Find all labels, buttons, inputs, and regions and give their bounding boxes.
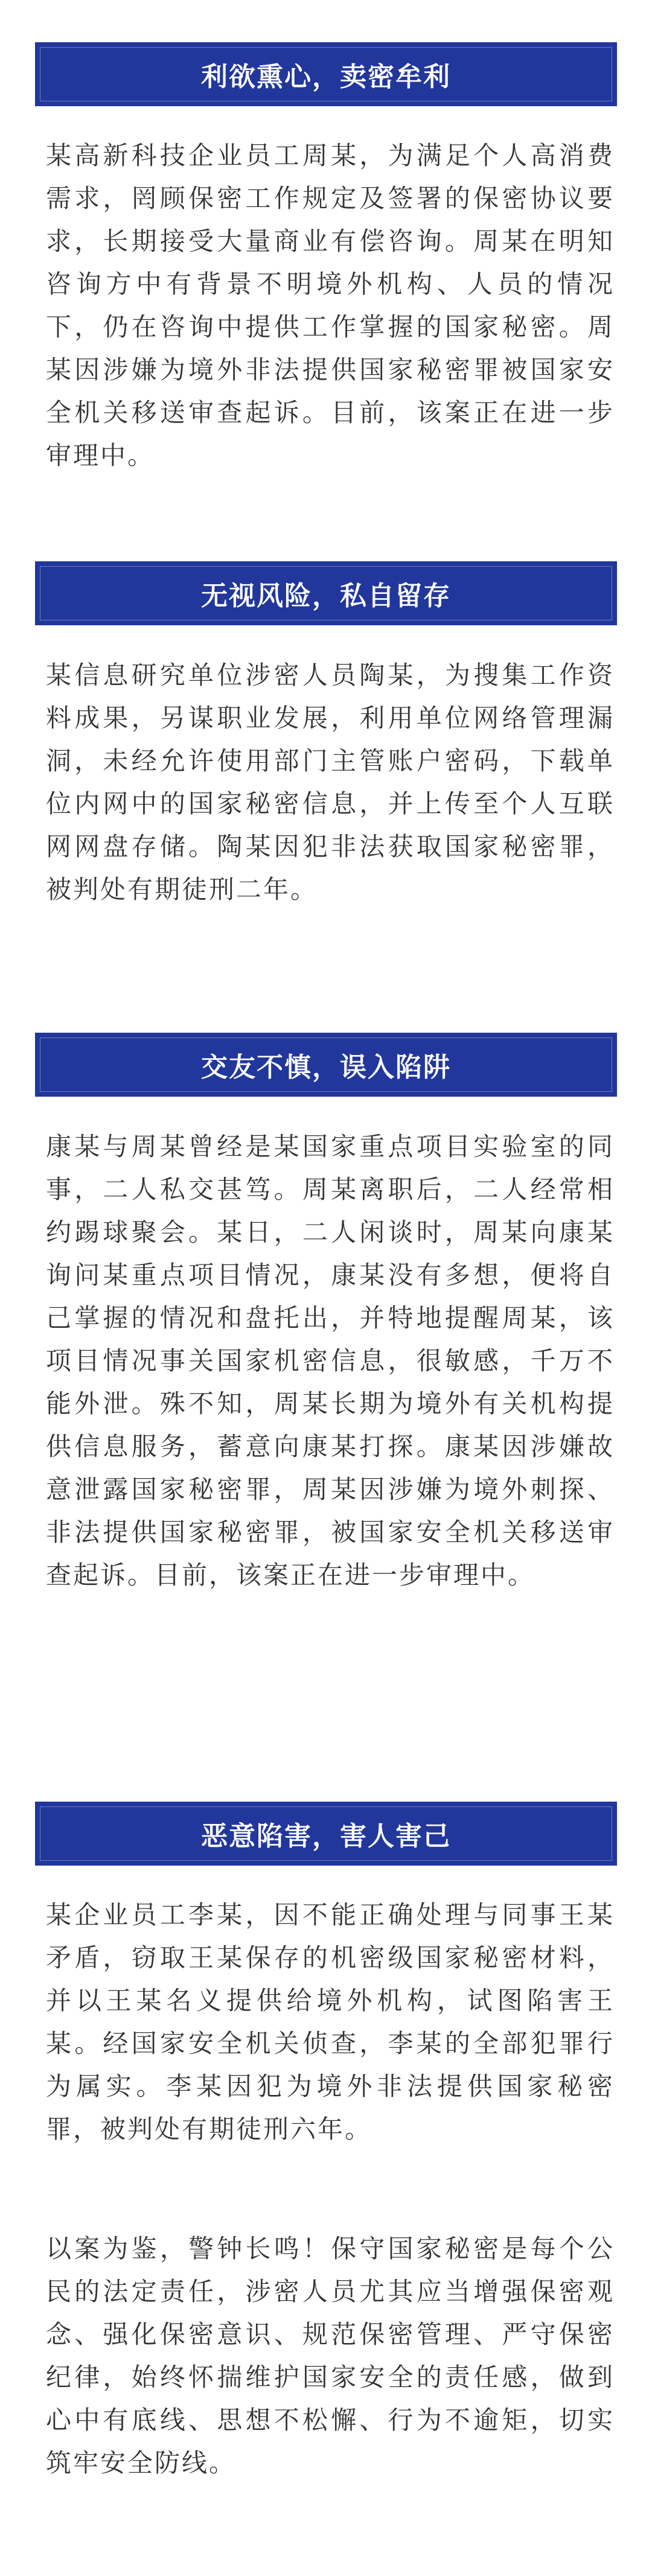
case-4-title-banner bbox=[35, 1802, 617, 1866]
case-3-body: 康某与周某曾经是某国家重点项目实验室的同事，二人私交甚笃。周某离职后，二人经常相约踢球聚会。某日，二人闲谈时，周某向康某询问某重点项目情况，康某没有多想，便将自己掌握的情况和盘托出，并特地提醒周某，该项目情况事关国家机密信息，很敏感，千万不能外泄。殊不知，周某长期为境外有关机构提供信息服务，蓄意向康某打探。康某因涉嫌故意泄露国家秘密罪，周某因涉嫌为境外刺探、非法提供国家秘密罪，被国家安全机关移送审查起诉。目前，该案正在进一步审理中。 bbox=[46, 1132, 615, 1590]
case-1-title-banner bbox=[35, 42, 617, 106]
case-2-body: 某信息研究单位涉密人员陶某，为搜集工作资料成果，另谋职业发展，利用单位网络管理漏洞，未经允许使用部门主管账户密码，下载单位内网中的国家秘密信息，并上传至个人互联网网盘存储。陶某因犯非法获取国家秘密罪，被判处有期徒刑二年。 bbox=[46, 660, 615, 904]
case-2-title: 无视风险，私自留存 bbox=[201, 581, 451, 611]
case-4-body: 某企业员工李某，因不能正确处理与同事王某矛盾，窃取王某保存的机密级国家秘密材料，并以王某名义提供给境外机构，试图陷害王某。经国家安全机关侦查，李某的全部犯罪行为属实。李某因犯为境外非法提供国家秘密罪，被判处有期徒刑六年。 bbox=[46, 1900, 615, 2144]
conclusion-paragraph: 以案为鉴，警钟长鸣！保守国家秘密是每个公民的法定责任，涉密人员尤其应当增强保密观念、强化保密意识、规范保密管理、严守保密纪律，始终怀揣维护国家安全的责任感，做到心中有底线、思想不松懈、行为不逾矩，切实筑牢安全防线。 bbox=[46, 2234, 615, 2478]
case-2-title-banner bbox=[35, 561, 617, 625]
case-3-title-banner bbox=[35, 1033, 617, 1097]
case-1-body: 某高新科技企业员工周某，为满足个人高消费需求，罔顾保密工作规定及签署的保密协议要求，长期接受大量商业有偿咨询。周某在明知咨询方中有背景不明境外机构、人员的情况下，仍在咨询中提供工作掌握的国家秘密。周某因涉嫌为境外非法提供国家秘密罪被国家安全机关移送审查起诉。目前，该案正在进一步审理中。 bbox=[46, 141, 615, 470]
case-1-title: 利欲熏心，卖密牟利 bbox=[201, 62, 451, 92]
case-3-title: 交友不慎，误入陷阱 bbox=[201, 1052, 451, 1083]
case-4-title: 恶意陷害，害人害己 bbox=[201, 1821, 451, 1852]
